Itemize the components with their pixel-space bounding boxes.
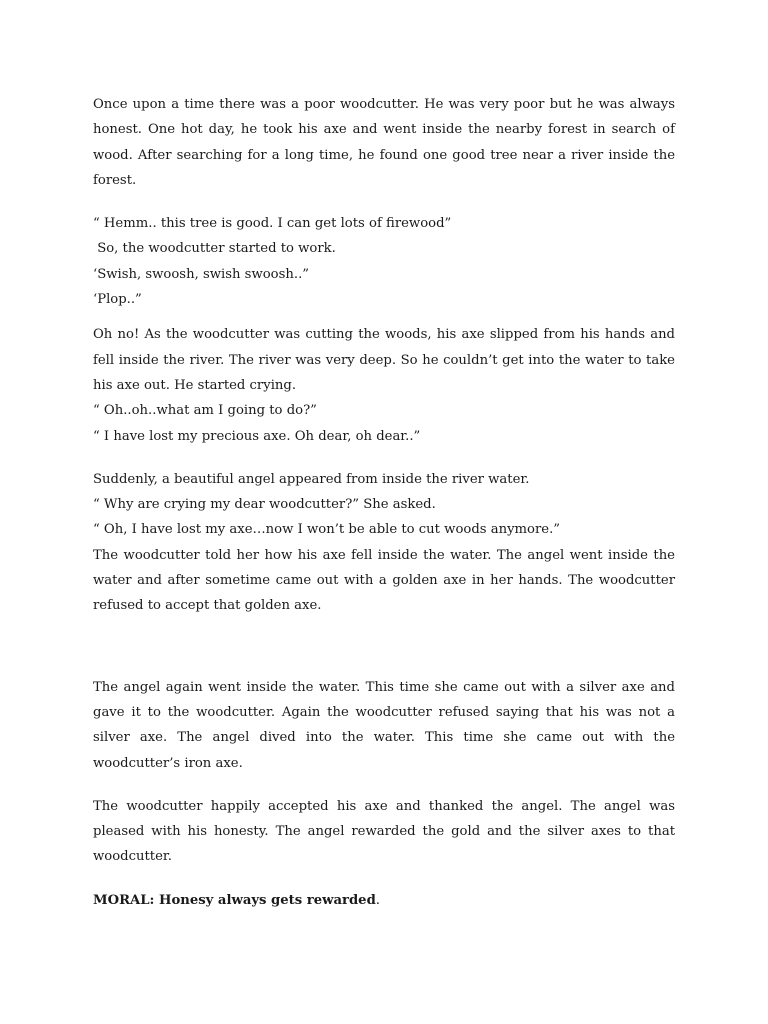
spacer [93, 193, 675, 211]
document-page [93, 92, 675, 913]
golden-axe-paragraph: The woodcutter told her how his axe fell inside the water. The angel went inside the water and after sometime came out with a golden axe in her hands. The woodcutter refused to accept that golden axe. [93, 547, 675, 614]
spacer [93, 312, 675, 322]
silver-axe-paragraph: The angel again went inside the water. This time she came out with a silver axe and gave it to the woodcutter. Again the woodcutter refused saying that his was not a silver axe. The angel dived into the water. This time she came out with the woodcutter’s iron axe. [93, 679, 675, 771]
moral-line [93, 888, 675, 913]
spacer [93, 449, 675, 467]
moral-period: . [375, 892, 380, 908]
moral-text: MORAL: Honesy always gets rewarded [93, 892, 376, 908]
narration-line: Suddenly, a beautiful angel appeared from inside the river water. [93, 471, 530, 487]
dialogue-line: “ Why are crying my dear woodcutter?” She asked. [93, 497, 436, 513]
sound-line: ‘Plop..” [93, 292, 142, 308]
reward-paragraph: The woodcutter happily accepted his axe and thanked the angel. The angel was pleased with his honesty. The angel rewarded the gold and the silver axes to that woodcutter. [93, 798, 675, 865]
dialogue-line: “ Oh, I have lost my axe…now I won’t be able to cut woods anymore.” [93, 522, 561, 538]
spacer [93, 870, 675, 888]
dialogue-line: “ Oh..oh..what am I going to do?” [93, 403, 317, 419]
dialogue-line: “ Hemm.. this tree is good. I can get lots of firewood” [93, 216, 452, 232]
spacer [93, 619, 675, 675]
dialogue-line: “ I have lost my precious axe. Oh dear, oh dear..” [93, 428, 421, 444]
spacer [93, 776, 675, 794]
intro-paragraph: Once upon a time there was a poor woodcutter. He was very poor but he was always honest. One hot day, he took his axe and went inside the nearby forest in search of wood. After searching for a long time, he found one good tree near a river inside the forest. [93, 97, 675, 188]
narration-line: So, the woodcutter started to work. [93, 241, 336, 257]
sound-line: ‘Swish, swoosh, swish swoosh..” [93, 266, 310, 282]
axe-falls-paragraph: Oh no! As the woodcutter was cutting the woods, his axe slipped from his hands and fell inside the river. The river was very deep. So he couldn’t get into the water to take his axe out. He started crying. [93, 327, 675, 393]
